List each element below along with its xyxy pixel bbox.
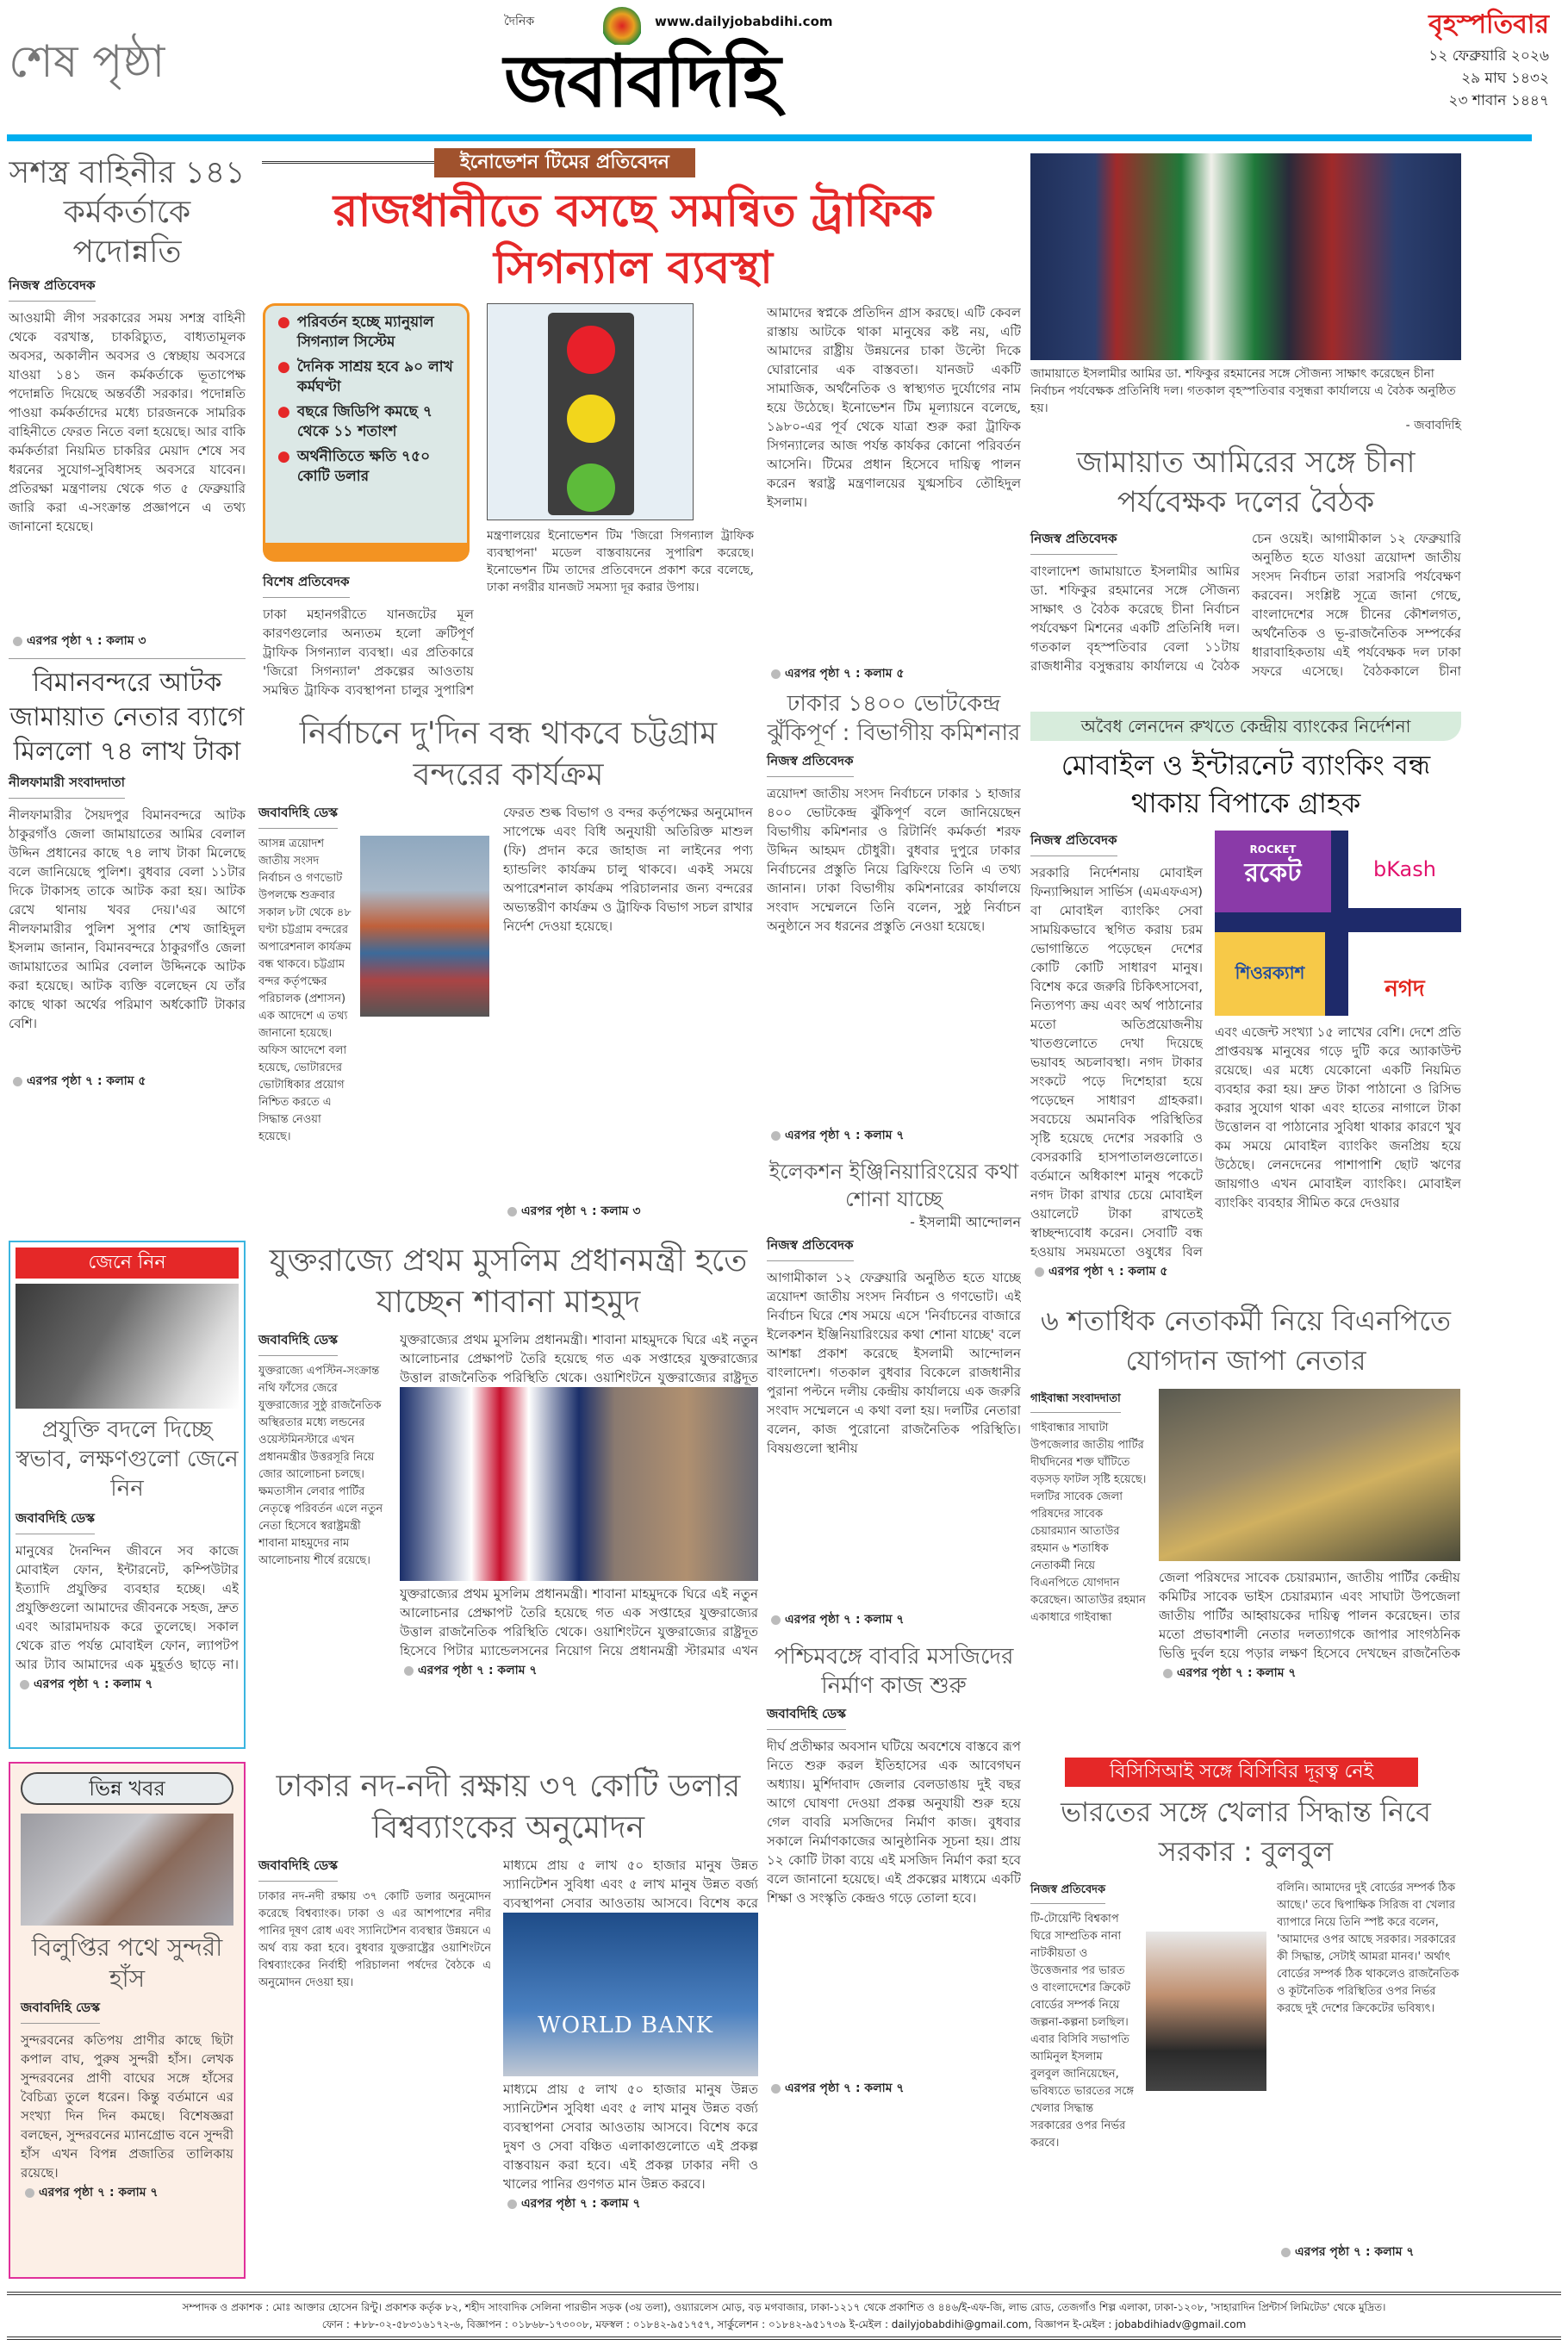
section-tag: ভিন্ন খবর: [21, 1772, 233, 1805]
continue-link[interactable]: এরপর পৃষ্ঠা ৭ : কলাম ৩: [27, 634, 146, 648]
headline: প্রযুক্তি বদলে দিচ্ছে স্বভাব, লক্ষণগুলো জেনে নিন: [16, 1417, 239, 1502]
bulbul-photo: [1146, 1932, 1266, 2091]
continue-line: [503, 1201, 753, 1222]
byline: জবাবদিহি ডেস্ক: [258, 803, 338, 829]
byline: গাইবান্ধা সংবাদদাতা: [1030, 1391, 1121, 1413]
story-promotion: [9, 153, 246, 651]
highlight-text: দৈনিক সাশ্রয় হবে ৯০ লাখ কর্মঘণ্টা: [296, 358, 453, 395]
body-a: যুক্তরাজ্যে এপস্টিন-সংক্রান্ত নথি ফাঁসের জেরে যুক্তরাজ্যের সুষ্ঠু রাজনৈতিক অস্থিরতার মধ্যে লন্ডনের ওয়েস্টমিনস্টারে এখন প্রধানমন্ত্রীর উত্তরসূরি নিয়ে জোর আলোচনা চলছে। ক্ষমতাসীন লেবার পার্টির নেতৃত্বে পরিবর্তন এলে নতুন নেতা হিসেবে স্বরাষ্ট্রমন্ত্রী শাবানা মাহমুদের নাম আলোচনায় শীর্ষে রয়েছে।: [258, 1365, 383, 1567]
date-day: বৃহস্পতিবার: [1428, 9, 1549, 40]
lead-body-a: ঢাকা মহানগরীতে যানজটের মূল কারণগুলোর অন্যতম হলো ক্রটিপূর্ণ ট্রাফিক সিগন্যাল ব্যবস্থা। এর প্রতিকারে 'জিরো সিগন্যাল' প্রকল্পের আওতায় সমন্বিত ট্রাফিক ব্যবস্থাপনা চালুর সুপারিশ: [263, 607, 474, 698]
photo-credit: - জবাবদিহি: [1405, 419, 1461, 432]
bullet-dot-icon: [13, 1077, 22, 1086]
story-cricket: [1030, 1758, 1461, 2262]
body-b: চেন ওয়েই। আগামীকাল ১২ ফেব্রুয়ারি অনুষ্ঠিত হতে যাওয়া ত্রয়োদশ জাতীয় সংসদ নির্বাচন তারা সরাসরি পর্যবেক্ষণ করবেন। সংশ্লিষ্ট সূত্রে জানা গেছে, বাংলাদেশের সঙ্গে চীনের কৌশলগত, অর্থনৈতিক ও ভূ-রাজনৈতিক সম্পর্কের ধারাবাহিকতায় এই পর্যবেক্ষক দল ঢাকা সফরে এসেছে। বৈঠককালে চীনা: [1252, 531, 1461, 679]
bullet-dot-icon: [771, 669, 781, 679]
bullet-dot-icon: [507, 1207, 517, 1216]
bkash-logo: bKash: [1348, 831, 1461, 908]
traffic-photo-caption: মন্ত্রণালয়ের ইনোভেশন টিম 'জিরো সিগন্যাল ট্রাফিক ব্যবস্থাপনা' মডেল বাস্তবায়নের সুপারিশ করেছে। ইনোভেশন টিম তাদের প্রতিবেদনে প্রকাশ করে বলেছে, ঢাকা নগরীর যানজট সমস্যা দূর করার উপায়।: [487, 529, 754, 594]
jamaat-col-1: [1030, 529, 1240, 681]
headline: মোবাইল ও ইন্টারনেট ব্যাংকিং বন্ধ থাকায় বিপাকে গ্রাহক: [1061, 749, 1431, 819]
bullet-dot-icon: [20, 1680, 29, 1689]
website: www.dailyjobabdihi.com: [655, 14, 833, 29]
body-c: মাধ্যমে প্রায় ৫ লাখ ৫০ হাজার মানুষ উন্নত স্যানিটেশন সুবিধা এবং ৫ লাখ মানুষ উন্নত বর্জ্য ব্যবস্থাপনা সেবার আওতায় আসবে। বিশেষ করে দুষণ ও সেবা বঞ্চিত এলাকাগুলোতে এই প্রকল্প বাস্তবায়ন করা হবে। এই প্রকল্প ঢাকার নদী ও খালের পানির গুণগত মান উন্নত করবে।: [503, 2081, 758, 2192]
body-a: গাইবান্ধার সাঘাটা উপজেলার জাতীয় পার্টির দীর্ঘদিনের শক্ত ঘাঁটিতে বড়সড় ফাটল সৃষ্টি হয়েছে। দলটির সাবেক জেলা পরিষদের সাবেক চেয়ারম্যান আতাউর রহমান ৬ শতাধিক নেতাকর্মী নিয়ে বিএনপিতে যোগদান করেছেন। আতাউর রহমান একাধারে গাইবান্ধা: [1030, 1422, 1147, 1624]
lead-story: [258, 148, 1017, 296]
continue-line: [767, 2078, 1021, 2099]
rocket-logo: [1215, 831, 1331, 912]
kicker: অবৈধ লেনদেন রুখতে কেন্দ্রীয় ব্যাংকের নির্দেশনা: [1030, 712, 1461, 741]
river-col-1: [258, 1856, 491, 2250]
date-hijri: ২৩ শাবান ১৪৪৭: [1448, 92, 1549, 109]
body-a: সরকারি নির্দেশনায় মোবাইল ফিন্যান্সিয়াল সার্ভিস (এমএফএস) বা মোবাইল ব্যাংকিং সেবা সাময়িকভাবে স্থগিত করায় চরম ভোগান্তিতে পড়েছেন দেশের কোটি কোটি সাধারণ মানুষ। বিশেষ করে জরুরি চিকিৎসাসেবা, নিত্যপণ্য ক্রয় এবং অর্থ পাঠানোর মতো অতিপ্রয়োজনীয় খাতগুলোতে দেখা দিয়েছে ভয়াবহ অচলাবস্থা। নগদ টাকার সংকটে পড়ে দিশেহারা হয়ে পড়েছেন সাধারণ গ্রাহকরা। সবচেয়ে অমানবিক পরিস্থিতির সৃষ্টি হয়েছে দেশের সরকারি ও বেসরকারি হাসপাতালগুলোতে। বর্তমানে অধিকাংশ মানুষ পকেটে নগদ টাকা রাখার চেয়ে মোবাইল ওয়ালেটে টাকা রাখতেই স্বাচ্ছন্দ্যবোধ করেন। সেবাটি বন্ধ হওয়ায় সময়মতো ওষুধের বিল: [1030, 865, 1203, 1260]
footer-rule-top: [7, 2292, 1561, 2295]
story-river: [258, 1766, 758, 2250]
byline: বিশেষ প্রতিবেদক: [263, 572, 350, 598]
byline: নিজস্ব প্রতিবেদক: [1030, 1882, 1105, 1904]
headline: নির্বাচনে দু'দিন বন্ধ থাকবে চট্টগ্রাম বন্দরের কার্যক্রম: [299, 716, 718, 793]
bullet-dot-icon: [25, 2188, 34, 2198]
headline: যুক্তরাজ্যে প্রথম মুসলিম প্রধানমন্ত্রী হতে যাচ্ছেন শাবানা মাহমুদ: [269, 1243, 748, 1320]
highlight-item: [277, 313, 458, 352]
continue-line: [767, 1609, 1021, 1630]
headline: ৬ শতাধিক নেতাকর্মী নিয়ে বিএনপিতে যোগদান জাপা নেতার: [1041, 1304, 1451, 1377]
body-b: ফেরত শুল্ক বিভাগ ও বন্দর কর্তৃপক্ষের অনুমোদন সাপেক্ষে এবং বিধি অনুযায়ী অতিরিক্ত মাশুল (ফি) প্রদান করে জাহাজ না লাইনের পণ্য হ্যান্ডলিং কার্যক্রম চালু থাকবে। একই সময়ে অপারেশনাল কার্যক্রম পরিচালনার জন্য বন্দরের অভ্যন্তরীণ কার্যক্রম ও ট্রাফিক বিভাগ সচল রাখার নির্দেশ দেওয়া হয়েছে।: [503, 805, 753, 934]
highlight-item: [277, 402, 458, 442]
body-b: মাধ্যমে প্রায় ৫ লাখ ৫০ হাজার মানুষ উন্নত স্যানিটেশন সুবিধা এবং ৫ লাখ মানুষ উন্নত বর্জ্য ব্যবস্থাপনা সেবার আওতায় আসবে। বিশেষ করে: [503, 1857, 758, 1911]
continue-line: [503, 2193, 758, 2214]
bullet-dot-icon: [771, 1131, 781, 1141]
uk-col-2: [400, 1330, 758, 1690]
footer-line1: সম্পাদক ও প্রকাশক : মোঃ আক্তার হোসেন রিন্টু। প্রকাশক কর্তৃক ৮২, শহীদ সাংবাদিক সেলিনা পারভীন সড়ক (৩য় তলা), ওয়্যারলেস মোড়, বড় মগবাজার, ঢাকা-১২১৭ থেকে প্রকাশিত ও ৪৪৬/ই-এফ-জি, লাভ রোড, তেজগাঁও শিল্প এলাকা, ঢাকা-১২০৮, 'সাহারাদিন প্রিন্টার্স লিমিটেড' থেকে মুদ্রিত।: [182, 2301, 1386, 2313]
body: মানুষের দৈনন্দিন জীবনে সব কাজে মোবাইল ফোন, ইন্টারনেট, কম্পিউটার ইত্যাদি প্রযুক্তির ব্যবহার হচ্ছে। এই প্রযুক্তিগুলো আমাদের জীবনকে সহজ, দ্রুত এবং আরামদায়ক করে তুলেছে। সকাল থেকে রাত পর্যন্ত মোবাইল ফোন, ল্যাপটপ আর ট্যাব আমাদের এক মুহূর্তও ছাড়ে না।: [16, 1543, 239, 1672]
port-container-photo: [360, 836, 489, 1017]
kicker-rule: [262, 161, 434, 165]
body-b: এবং এজেন্ট সংখ্যা ১৫ লাখের বেশি। দেশে প্রতি প্রাপ্তবয়স্ক মানুষের গড়ে দুটি করে অ্যাকাউন্ট রয়েছে। এর মধ্যে যেকোনো একটি নিয়মিত ব্যবহার করা হয়। দ্রুত টাকা পাঠানো ও রিসিভ করার সুযোগ থাকা এবং হাতের নাগালে টাকা উত্তোলন বা পাঠানোর সুবিধা থাকার কারণে খুব কম সময়ে মোবাইল ব্যাংকিং জনপ্রিয় হয়ে উঠেছে। লেনদেনের পাশাপাশি ছোট ঋণের জায়গাও এখন মোবাইল ব্যাংকিং। মোবাইল ব্যাংকিং ব্যবহার সীমিত করে দেওয়ার: [1215, 1024, 1461, 1210]
lead-body-b-wrap: [767, 303, 1021, 684]
body: আগামীকাল ১২ ফেব্রুয়ারি অনুষ্ঠিত হতে যাচ্ছে ত্রয়োদশ জাতীয় সংসদ নির্বাচন ও গণভোট। এই নির্বাচন ঘিরে শেষ সময়ে এসে 'নির্বাচনের বাজারে ইলেকশন ইঞ্জিনিয়ারিংয়ের কথা শোনা যাচ্ছে' বলে আশঙ্কা প্রকাশ করেছে ইসলামী আন্দোলন বাংলাদেশ। গতকাল বুধবার বিকেলে রাজধানীর পুরানা পল্টনে দলীয় কেন্দ্রীয় কার্যালয়ে এক জরুরি সংবাদ সম্মেলনে এ কথা বলা হয়। দলটির নেতারা বলেন, কাজ পুরোনো রাজনৈতিক পরিস্থিতি। বিষয়গুলো স্থানীয়: [767, 1270, 1021, 1456]
newspaper-title: জবাবদিহি: [504, 38, 780, 123]
continue-line: [767, 1125, 1021, 1146]
continue-link[interactable]: এরপর পৃষ্ঠা ৭ : কলাম ৭: [785, 1613, 905, 1627]
section-label: শেষ পৃষ্ঠা: [9, 36, 165, 88]
red-bullet-icon: ●: [277, 403, 290, 420]
rocket-en: ROCKET: [1249, 843, 1297, 856]
shabana-mahmood-photo: [400, 1387, 758, 1581]
byline: নিজস্ব প্রতিবেদক: [9, 276, 96, 302]
red-light-icon: [567, 326, 615, 374]
byline: নিজস্ব প্রতিবেদক: [1030, 831, 1117, 856]
lead-byline-wrap: [263, 572, 474, 700]
highlights-box: [263, 303, 470, 562]
story-port: [258, 713, 758, 1232]
story-election-engineering: [767, 1158, 1021, 1630]
story-airport: [9, 666, 246, 1092]
body-a: টি-টোয়েন্টি বিশ্বকাপ ঘিরে সাম্প্রতিক নানা নাটকীয়তা ও উত্তেজনার পর ভারত ও বাংলাদেশের ক্রিকেট বোর্ডের সম্পর্ক নিয়ে জল্পনা-কল্পনা চলছিল। এবার বিসিবি সভাপতি আমিনুল ইসলাম বুলবুল জানিয়েছেন, ভবিষ্যতে ভারতের সঙ্গে খেলার সিদ্ধান্ত সরকারের ওপর নির্ভর করবে।: [1030, 1913, 1134, 2150]
cricket-columns: [1030, 1880, 1461, 2262]
continue-link[interactable]: এরপর পৃষ্ঠা ৭ : কলাম ৭: [39, 2186, 159, 2200]
byline: জবাবদিহি ডেস্ক: [16, 1509, 95, 1534]
masthead-rule: [7, 134, 1532, 141]
body: ত্রয়োদশ জাতীয় সংসদ নির্বাচনে ঢাকার ১ হাজার ৪০০ ভোটকেন্দ্র ঝুঁকিপূর্ণ বলে জানিয়েছেন বিভাগীয় কমিশনার ও রিটার্নিং কর্মকর্তা শরফ উদ্দিন আহমদ চৌধুরী। বুধবার দুপুরে ঢাকার নির্বাচনের প্রস্তুতি নিয়ে ব্রিফিংয়ে তিনি এ তথ্য জানান। ঢাকা বিভাগীয় কমিশনারের কার্যালয়ে সংবাদ সম্মেলনে তিনি বলেন, সুষ্ঠু নির্বাচন অনুষ্ঠানে সব ধরনের প্রস্তুতি নেওয়া হয়েছে।: [767, 786, 1021, 934]
red-bullet-icon: ●: [277, 314, 290, 331]
continue-link[interactable]: এরপর পৃষ্ঠা ৭ : কলাম ৭: [785, 1129, 905, 1142]
banking-col-2: [1215, 831, 1461, 1282]
feature-box-tech: [9, 1241, 246, 1749]
body-a: আসন্ন ত্রয়োদশ জাতীয় সংসদ নির্বাচন ও গণভোট উপলক্ষে শুক্রবার সকাল ৮টা থেকে ৪৮ ঘণ্টা চট্টগ্রাম বন্দরের অপারেশনাল কার্যক্রম বন্ধ থাকবে। চট্টগ্রাম বন্দর কর্তৃপক্ষের পরিচালক (প্রশাসন) এক আদেশে এ তথ্য জানানো হয়েছে। অফিস আদেশে বলা হয়েছে, ভোটারদের ভোটাধিকার প্রয়োগ নিশ্চিত করতে এ সিদ্ধান্ত নেওয়া হয়েছে।: [258, 837, 352, 1143]
bullet-dot-icon: [1035, 1267, 1044, 1277]
uk-columns: [258, 1330, 758, 1690]
headline: ইলেকশন ইঞ্জিনিয়ারিংয়ের কথা শোনা যাচ্ছে: [768, 1160, 1019, 1211]
footer-line2: ফোন : +৮৮-০২-৫৮৩১৬১৭২-৬, বিজ্ঞাপন : ০১৮৬৮-১৭৩০০৮, মফস্বল : ০১৮৪২-৯৫১৭৫৭, সার্কুলেশন : ০১৮৪২-৯৫১৭৩৯ ই-মেইল : dailyjobabdihi@gmail.com, বিজ্ঞাপন ই-মেইল : jobabdihiadv@gmail.com: [321, 2318, 1247, 2330]
uk-col-1: [258, 1330, 388, 1690]
story-bnp: [1030, 1301, 1461, 1696]
jamaat-china-photo: [1030, 153, 1461, 360]
body-b: যুক্তরাজ্যের প্রথম মুসলিম প্রধানমন্ত্রী। শাবানা মাহমুদকে ঘিরে এই নতুন আলোচনার প্রেক্ষাপট তৈরি হয়েছে গত এক সপ্তাহের যুক্তরাজ্যের উত্তাল রাজনৈতিক পরিস্থিতি থেকে। ওয়াশিংটনে যুক্তরাজ্যের রাষ্ট্রদূত: [400, 1332, 758, 1385]
byline: নিজস্ব প্রতিবেদক: [767, 1235, 854, 1261]
continue-link[interactable]: এরপর পৃষ্ঠা ৭ : কলাম ৭: [785, 2081, 905, 2095]
right-column: [1030, 153, 1530, 681]
continue-link[interactable]: এরপর পৃষ্ঠা ৭ : কলাম ৭: [521, 2197, 641, 2211]
story-banking: [1030, 712, 1461, 1282]
red-bullet-icon: ●: [277, 358, 290, 376]
byline: নিজস্ব প্রতিবেদক: [767, 751, 854, 777]
world-bank-label: WORLD BANK: [538, 2013, 714, 2038]
continue-line: [21, 2182, 233, 2203]
headline: ঢাকার ১৪০০ ভোটকেন্দ্র ঝুঁকিপূর্ণ : বিভাগীয় কমিশনার: [767, 691, 1021, 746]
caption-text: জামায়াতে ইসলামীর আমির ডা. শফিকুর রহমানের সঙ্গে সৌজন্য সাক্ষাৎ করেছেন চীনা নির্বাচন পর্যবেক্ষক প্রতিনিধি দল। গতকাল বৃহস্পতিবার বসুন্ধরা কার্যালয়ে এ বৈঠক অনুষ্ঠিত হয়।: [1030, 367, 1456, 415]
continue-link[interactable]: এরপর পৃষ্ঠা ৭ : কলাম ৭: [1295, 2245, 1415, 2259]
bullet-dot-icon: [1281, 2248, 1291, 2257]
headline: বিমানবন্দরে আটক জামায়াত নেতার ব্যাগে মিললো ৭৪ লাখ টাকা: [9, 668, 245, 767]
body: নীলফামারীর সৈয়দপুর বিমানবন্দরে আটক ঠাকুরগাঁও জেলা জামায়াতের আমির বেলাল উদ্দিন প্রধানের কাছে ৭৪ লাখ টাকা মিলেছে বলে জানিয়েছে পুলিশ। বুধবার বেলা ১১টার দিকে টাকাসহ তাকে আটক করা হয়। আটক রেখে থানায় খবর দেয়।'এর আগে নীলফামারীর পুলিশ সুপার শেখ জাহিদুল ইসলাম জানান, বিমানবন্দরে ঠাকুরগাঁও জেলা জামায়াতের আমির বেলাল উদ্দিনকে আটক করা হয়েছে। আটক ব্যক্তি বলেছেন যে তাঁর কাছে থাকা অর্থের পরিমাণ অর্ধকোটি টাকার বেশি।: [9, 807, 246, 1031]
port-col-2: [503, 803, 753, 1232]
byline: নিজস্ব প্রতিবেদক: [1030, 529, 1117, 555]
banking-col-1: [1030, 831, 1203, 1282]
continue-line: [1277, 2242, 1461, 2262]
continue-line: [16, 1674, 239, 1695]
body: দীর্ঘ প্রতীক্ষার অবসান ঘটিয়ে অবশেষে বাস্তবে রূপ নিতে শুরু করল ইতিহাসের এক আবেগঘন অধ্যায়। মুর্শিদাবাদ জেলার বেলডাঙায় দুই বছর আগে ঘোষণা দেওয়া প্রকল্প অনুযায়ী শুরু হয়ে গেল বাবরি মসজিদের নির্মাণ কাজ। বুধবার সকালে নির্মাণকাজের আনুষ্ঠানিক সূচনা হয়। প্রায় ১২ কোটি টাকা ব্যয়ে এই মসজিদ নির্মাণ করা হবে বলে জানানো হয়েছে। এই প্রকল্পের মাধ্যমে একটি শিক্ষা ও সংস্কৃতি কেন্দ্রও গড়ে তোলা হবে।: [767, 1739, 1021, 1906]
body-a: বাংলাদেশ জামায়াতে ইসলামীর আমির ডা. শফিকুর রহমানের সঙ্গে সৌজন্য সাক্ষাৎ ও বৈঠক করেছে চীনা নির্বাচন পর্যবেক্ষণ মিশনের একটি প্রতিনিধি দল। গতকাল বৃহস্পতিবার বেলা ১১টায় রাজধানীর বসুন্ধরায় কার্যালয়ে এ বৈঠক: [1030, 563, 1240, 674]
masthead: [0, 0, 1568, 138]
attribution: - ইসলামী আন্দোলন: [910, 1214, 1021, 1230]
port-col-inner: [258, 836, 491, 1232]
cricket-col-1: [1030, 1880, 1134, 2262]
highlight-text: অর্থনীতিতে ক্ষতি ৭৫০ কোটি ডলার: [296, 448, 431, 485]
highlight-text: বছরে জিডিপি কমছে ৭ থেকে ১১ শতাংশ: [296, 403, 432, 440]
divider: [9, 658, 246, 659]
photo-caption: [1030, 365, 1461, 434]
bullet-dot-icon: [507, 2200, 517, 2209]
river-col-2: [503, 1856, 758, 2250]
mfs-logos-photo: [1215, 831, 1461, 1016]
headline: বিলুপ্তির পথে সুন্দরী হাঁস: [31, 1933, 223, 1993]
yellow-light-icon: [567, 395, 615, 443]
footer-rule-bottom: [7, 2336, 1561, 2340]
story-votecenter: [767, 689, 1021, 1146]
section-tag: জেনে নিন: [16, 1248, 239, 1279]
continue-line: [400, 1660, 758, 1681]
continue-line: [1030, 1261, 1203, 1282]
photo-child-tech: [16, 1284, 239, 1409]
column-three: [767, 689, 1021, 2099]
lead-headline: রাজধানীতে বসছে সমন্বিত ট্রাফিক সিগন্যাল ব্যবস্থা: [333, 185, 934, 294]
continue-link[interactable]: এরপর পৃষ্ঠা ৭ : কলাম ৫: [1048, 1265, 1168, 1279]
cricket-col-3: [1277, 1880, 1461, 2262]
continue-line: [1159, 1663, 1460, 1683]
masthead-prefix: দৈনিক: [504, 15, 535, 28]
body: আওয়ামী লীগ সরকারের সময় সশস্ত্র বাহিনী থেকে বরখাস্ত, চাকরিচ্যুত, বাধ্যতামূলক অবসর, অকালীন অবসর ও স্বেচ্ছায় অবসরে যাওয়া ১৪১ জন কর্মকর্তাকে ভূতাপেক্ষ পদোন্নতি দিয়েছে অন্তর্বর্তী সরকার। পদোন্নতি পাওয়া কর্মকর্তাদের মধ্যে চারজনকে সামরিক বাহিনীতে ফেরত নিতে বলা হয়েছে। আর বাকি কর্মকর্তারা নিয়মিত চাকরির মেয়াদ শেষে সব ধরনের সুযোগ-সুবিধাসহ অবসরে যাবেন। প্রতিরক্ষা মন্ত্রণালয় থেকে গত ৫ ফেব্রুয়ারি জারি করা এ-সংক্রান্ত প্রজ্ঞাপনে এ তথ্য জানানো হয়েছে।: [9, 310, 246, 534]
story-uk: [258, 1241, 758, 1690]
bullet-dot-icon: [771, 1615, 781, 1625]
bullet-dot-icon: [1163, 1669, 1173, 1678]
byline: জবাবদিহি ডেস্ক: [767, 1704, 846, 1730]
continue-link[interactable]: এরপর পৃষ্ঠা ৭ : কলাম ৭: [1177, 1666, 1297, 1680]
continue-link[interactable]: এরপর পৃষ্ঠা ৭ : কলাম ৭: [418, 1664, 538, 1677]
surecash-logo: শিওরক্যাশ: [1215, 932, 1325, 1016]
highlight-item: [277, 447, 458, 487]
bnp-columns: [1030, 1389, 1461, 1696]
lead-body-b: আমাদের স্বপ্নকে প্রতিদিন গ্রাস করছে। এটি কেবল রাস্তায় আটকে থাকা মানুষের কষ্ট নয়, এটি আমাদের রাষ্ট্রীয় উন্নয়নের চাকা উল্টো দিকে ঘোরানোর এক বাস্তবতা। যানজট একটি সামাজিক, অর্থনৈতিক ও স্বাস্থ্যগত দুর্যোগের নাম হয়ে উঠেছে। ইনোভেশন টিম মূল্যায়নে বলেছে, ১৯৮০-এর পূর্ব থেকে যাত্রা শুরু করা ট্রাফিক সিগন্যালের আজ পর্যন্ত কার্যকর কোনো পরিবর্তন আসেনি। টিমের প্রধান হিসেবে দায়িত্ব পালন করেন স্বরাষ্ট্র মন্ত্রণালয়ের যুগ্মসচিব তৌহিদুল ইসলাম।: [767, 305, 1021, 510]
continue-link[interactable]: এরপর পৃষ্ঠা ৭ : কলাম ৫: [27, 1074, 146, 1088]
continue-line: [9, 631, 246, 651]
byline: নীলফামারী সংবাদদাতা: [9, 773, 125, 799]
bnp-col-2: [1159, 1389, 1460, 1696]
traffic-light-photo: [487, 303, 694, 520]
headline: সশস্ত্র বাহিনীর ১৪১ কর্মকর্তাকে পদোন্নতি: [9, 155, 246, 270]
jamaat-columns: [1030, 529, 1461, 681]
highlight-item: [277, 358, 458, 397]
bnp-col-1: [1030, 1389, 1147, 1696]
body-b: বলিনি। আমাদের দুই বোর্ডের সম্পর্ক ঠিক আছে।' তবে দ্বিপাক্ষিক সিরিজ বা খেলার ব্যাপারে নিয়ে তিনি স্পষ্ট করে বলেন, 'আমাদের ওপর আছে সরকার। সরকারের কী সিদ্ধান্ত, সেটাই আমরা মানব।' অর্থাৎ বোর্ডের সম্পর্ক ঠিক থাকলেও রাজনৈতিক ও কূটনৈতিক পরিস্থিতির ওপর নির্ভর করছে দুই দেশের ক্রিকেটের ভবিষ্যৎ।: [1277, 1882, 1459, 2015]
kicker: বিসিসিআই সঙ্গে বিসিবির দূরত্ব নেই: [1065, 1758, 1418, 1787]
banking-columns: [1030, 831, 1461, 1282]
date-greg: ১২ ফেব্রুয়ারি ২০২৬: [1428, 47, 1549, 65]
kicker: ইনোভেশন টিমের প্রতিবেদন: [434, 148, 695, 177]
headline: পশ্চিমবঙ্গে বাবরি মসজিদের নির্মাণ কাজ শুরু: [774, 1644, 1014, 1699]
jamaat-headline: জামায়াত আমিরের সঙ্গে চীনা পর্যবেক্ষক দলের বৈঠক: [1076, 445, 1416, 520]
green-light-icon: [567, 464, 615, 512]
photo-bird: [21, 1814, 233, 1926]
nagad-logo: নগদ: [1348, 932, 1461, 1016]
highlight-text: পরিবর্তন হচ্ছে ম্যানুয়াল সিগন্যাল সিস্টেম: [296, 314, 434, 351]
bullet-dot-icon: [771, 2084, 781, 2094]
body-b: জেলা পরিষদের সাবেক চেয়ারম্যান, জাতীয় পার্টির কেন্দ্রীয় কমিটির সাবেক ভাইস চেয়ারম্যান এবং সাঘাটা উপজেলা জাতীয় পার্টির আহ্বায়কের দায়িত্ব পালন করেছেন। তার মতো প্রভাবশালী নেতার দলত্যাগকে জাপার সাংগঠনিক ভিত্তি দুর্বল হয়ে পড়ার লক্ষণ হিসেবে দেখছেন রাজনৈতিক: [1159, 1570, 1460, 1661]
date-bangla: ২৯ মাঘ ১৪৩২: [1461, 70, 1549, 87]
continue-link[interactable]: এরপর পৃষ্ঠা ৭ : কলাম ৭: [34, 1677, 153, 1691]
kicker-row: [258, 148, 1017, 177]
port-col-1: [258, 803, 491, 1232]
body: সুন্দরবনের কতিপয় প্রাণীর কাছে ছিটা কপাল বাঘ, পুরুষ সুন্দরী হাঁস। লেখক সুন্দরবনের প্রাণী বাঘের সঙ্গে হাঁসের বৈচিত্র্য তুলে ধরেন। কিন্তু বর্তমানে এর সংখ্যা দিন দিন কমছে। বিশেষজ্ঞরা বলছেন, সুন্দরবনের ম্যানগ্রোভ বনে সুন্দরী হাঁস এখন বিপন্ন প্রজাতির তালিকায় রয়েছে।: [21, 2032, 233, 2181]
bullet-dot-icon: [404, 1666, 414, 1676]
bnp-joining-photo: [1159, 1389, 1460, 1561]
port-columns: [258, 803, 758, 1232]
byline: জবাবদিহি ডেস্ক: [21, 1998, 100, 2024]
cricket-col-2: [1146, 1880, 1461, 2262]
body-c: যুক্তরাজ্যের প্রথম মুসলিম প্রধানমন্ত্রী। শাবানা মাহমুদকে ঘিরে এই নতুন আলোচনার প্রেক্ষাপট তৈরি হয়েছে গত এক সপ্তাহের যুক্তরাজ্যের উত্তাল রাজনৈতিক পরিস্থিতি থেকে। ওয়াশিংটনে যুক্তরাজ্যের রাষ্ট্রদূত হিসেবে পিটার ম্যান্ডেলসনের নিয়োগ নিয়ে প্রধানমন্ত্রী স্টারমার এখন: [400, 1586, 758, 1658]
continue-line: [9, 1071, 246, 1092]
continue-link[interactable]: এরপর পৃষ্ঠা ৭ : কলাম ৫: [785, 667, 905, 681]
footer: [0, 2292, 1568, 2352]
byline: জবাবদিহি ডেস্ক: [258, 1856, 338, 1882]
headline: ভারতের সঙ্গে খেলার সিদ্ধান্ত নিবে সরকার : বুলবুল: [1061, 1795, 1431, 1868]
continue-link[interactable]: এরপর পৃষ্ঠা ৭ : কলাম ৩: [521, 1204, 641, 1218]
rocket-bn: রকেট: [1244, 858, 1302, 888]
bullet-dot-icon: [13, 637, 22, 646]
river-columns: [258, 1856, 758, 2250]
feature-box-bird: [9, 1762, 246, 2279]
continue-line: [767, 663, 1021, 684]
headline: ঢাকার নদ-নদী রক্ষায় ৩৭ কোটি ডলার বিশ্বব্যাংকের অনুমোদন: [276, 1769, 741, 1845]
world-bank-photo: [503, 1913, 758, 2076]
byline: জবাবদিহি ডেস্ক: [258, 1330, 338, 1356]
body-a: ঢাকার নদ-নদী রক্ষায় ৩৭ কোটি ডলার অনুমোদন করেছে বিশ্বব্যাংক। ঢাকা ও এর আশপাশের নদীর পানির দূষণ রোধ এবং স্যানিটেশন ব্যবস্থার উন্নয়নে এ অর্থ ব্যয় করা হবে। বুধবার যুক্তরাষ্ট্রের ওয়াশিংটনে বিশ্বব্যাংকের নির্বাহী পরিচালনা পর্ষদের বৈঠকে এ অনুমোদন দেওয়া হয়।: [258, 1890, 491, 1989]
left-column: [9, 153, 246, 1092]
red-bullet-icon: ●: [277, 448, 290, 465]
story-babri: [767, 1642, 1021, 2099]
